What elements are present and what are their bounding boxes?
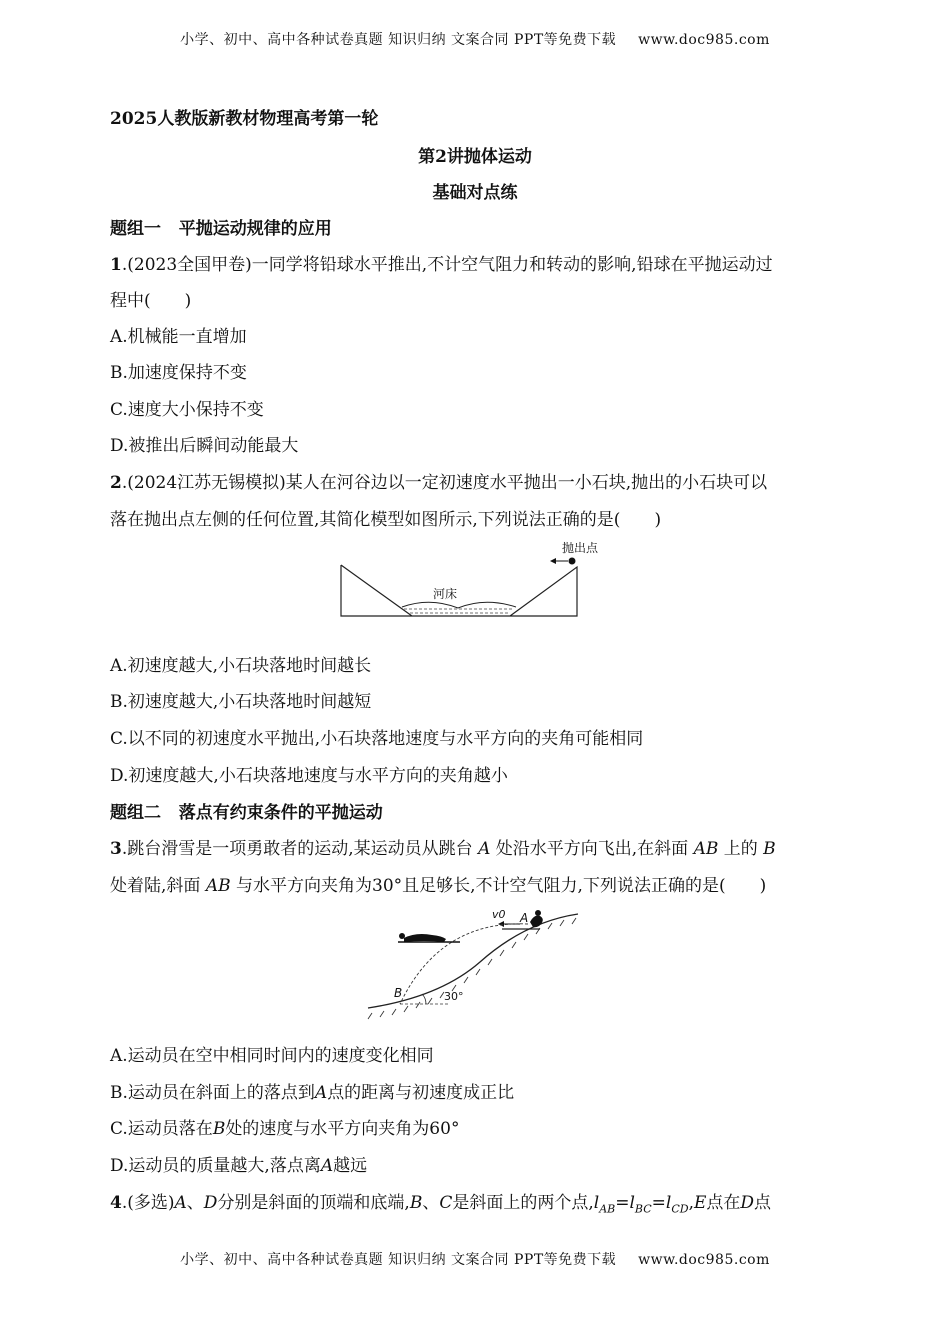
page-header [0, 29, 950, 49]
q4-length-symbol: l [629, 1193, 635, 1213]
group1-heading [110, 214, 332, 239]
q3-option-d-text: 越远 [333, 1156, 368, 1176]
q3-slope-ab: AB [693, 839, 719, 859]
group2-label: 题组二 [110, 803, 161, 823]
q4-text: 分别是斜面的顶端和底端, [217, 1193, 410, 1213]
angle-arc [422, 994, 426, 1004]
group2-title: 落点有约束条件的平抛运动 [178, 803, 383, 823]
q3-option-c-text: 处的速度与水平方向夹角为60° [225, 1119, 460, 1139]
q2-option-c: C.以不同的初速度水平抛出,小石块落地速度与水平方向的夹角可能相同 [110, 729, 644, 749]
q1-option-b: B.加速度保持不变 [110, 363, 247, 383]
q4-point: B [409, 1193, 423, 1213]
q3-number: 3 [110, 839, 122, 859]
footer-text: 小学、初中、高中各种试卷真题 知识归纳 文案合同 PPT等免费下载 [180, 1252, 617, 1268]
q4-text: .(多选) [121, 1193, 175, 1213]
label-v0: v0 [492, 908, 506, 921]
q2-close: ) [654, 510, 662, 530]
q3-option-b-text: 点的距离与初速度成正比 [327, 1083, 515, 1103]
document-title: 2025人教版新教材物理高考第一轮 [110, 109, 379, 129]
footer-url: www.doc985.com [638, 1252, 770, 1268]
riverbed-hump-right [458, 602, 516, 608]
group1-label: 题组一 [110, 219, 161, 239]
q1-number: 1 [110, 255, 122, 275]
label-point-b: B [394, 986, 403, 1000]
group1-title: 平抛运动规律的应用 [178, 219, 332, 239]
q3-option-a: A.运动员在空中相同时间内的速度变化相同 [110, 1046, 434, 1066]
q2-number: 2 [110, 473, 122, 493]
q2-option-d: D.初速度越大,小石块落地速度与水平方向的夹角越小 [110, 766, 508, 786]
riverbed-hump-left [402, 602, 458, 608]
lesson-title: 第2讲抛体运动 [418, 147, 532, 167]
q1-stem-line1 [110, 250, 773, 275]
q3-slope-ab: AB [205, 876, 231, 896]
q4-point: C [439, 1193, 453, 1213]
q4-point: E [693, 1193, 707, 1213]
q2-source: .(2024江苏无锡模拟) [121, 473, 286, 493]
q4-point: D [740, 1193, 755, 1213]
q1-option-c: C.速度大小保持不变 [110, 400, 264, 420]
skier-at-a [530, 916, 543, 928]
q1-close: ) [184, 291, 192, 311]
q3-option-d-point: A [320, 1156, 334, 1176]
q3-option-c-text: C.运动员落在 [110, 1119, 213, 1139]
q3-point-a: A [478, 839, 491, 859]
q3-option-d-text: D.运动员的质量越大,落点离 [110, 1156, 321, 1176]
q3-close: ) [759, 876, 767, 896]
group2-heading [110, 798, 383, 823]
q3-option-d [110, 1151, 367, 1176]
q4-text: 、 [422, 1193, 440, 1213]
q3-option-b-text: B.运动员在斜面上的落点到 [110, 1083, 315, 1103]
throw-point-stone [569, 558, 576, 565]
q4-text: 、 [186, 1193, 204, 1213]
q4-text: 点 [754, 1193, 772, 1213]
q1-stem2: 程中( [110, 291, 151, 311]
label-riverbed: 河床 [433, 587, 458, 601]
q2-stem-line1 [110, 468, 767, 493]
q2-stem1: 某人在河谷边以一定初速度水平抛出一小石块,抛出的小石块可以 [285, 473, 768, 493]
label-angle: 30° [444, 990, 464, 1003]
q4-text: 点在 [706, 1193, 741, 1213]
q3-text: 与水平方向夹角为30°且足够长,不计空气阻力,下列说法正确的是( [236, 876, 726, 896]
q4-length-symbol: l [665, 1193, 672, 1213]
q2-stem-line2 [110, 505, 661, 530]
q4-subscript: BC [634, 1202, 652, 1216]
header-url: www.doc985.com [638, 32, 770, 48]
q4-stem-line1 [110, 1188, 771, 1215]
q2-stem2: 落在抛出点左侧的任何位置,其简化模型如图所示,下列说法正确的是( [110, 510, 621, 530]
q3-option-c-point: B [212, 1119, 226, 1139]
q3-text: .跳台滑雪是一项勇敢者的运动,某运动员从跳台 [121, 839, 473, 859]
q1-source: .(2023全国甲卷) [121, 255, 252, 275]
q2-figure-river-valley [330, 535, 599, 625]
q4-point: A [174, 1193, 187, 1213]
q4-text: = [615, 1193, 630, 1213]
q3-option-c [110, 1114, 459, 1139]
jumper-in-flight [398, 933, 460, 942]
q3-figure-ski-jump [360, 902, 590, 1024]
v0-arrowhead-icon [498, 921, 504, 927]
q2-option-a: A.初速度越大,小石块落地时间越长 [110, 656, 372, 676]
page-footer [0, 1249, 950, 1269]
q2-option-b: B.初速度越大,小石块落地时间越短 [110, 692, 372, 712]
q4-text: = [651, 1193, 666, 1213]
q4-text: 是斜面上的两个点, [452, 1193, 594, 1213]
valley-outline [341, 565, 577, 616]
q4-point: D [203, 1193, 218, 1213]
q3-option-b-point: A [314, 1083, 328, 1103]
q4-number: 4 [110, 1193, 122, 1213]
q3-stem-line1 [110, 834, 776, 859]
q3-text: 上的 [723, 839, 758, 859]
q4-subscript: CD [671, 1202, 689, 1216]
section-title: 基础对点练 [432, 183, 518, 203]
velocity-arrowhead-icon [550, 558, 556, 564]
header-text: 小学、初中、高中各种试卷真题 知识归纳 文案合同 PPT等免费下载 [180, 32, 617, 48]
q3-stem-line2 [110, 871, 766, 896]
skier-head [535, 910, 541, 916]
q4-text: , [688, 1193, 694, 1213]
q1-stem-line2 [110, 286, 191, 311]
q3-text: 处沿水平方向飞出,在斜面 [495, 839, 689, 859]
label-point-a: A [520, 911, 529, 925]
label-throw-point: 抛出点 [562, 541, 599, 555]
q3-option-b [110, 1078, 514, 1103]
q4-length-symbol: l [593, 1193, 600, 1213]
q1-option-d: D.被推出后瞬间动能最大 [110, 436, 299, 456]
q4-subscript: AB [599, 1202, 616, 1216]
q1-option-a: A.机械能一直增加 [110, 327, 247, 347]
q3-point-b: B [763, 839, 776, 859]
q1-stem1: 一同学将铅球水平推出,不计空气阻力和转动的影响,铅球在平抛运动过 [251, 255, 773, 275]
q3-text: 处着陆,斜面 [110, 876, 201, 896]
